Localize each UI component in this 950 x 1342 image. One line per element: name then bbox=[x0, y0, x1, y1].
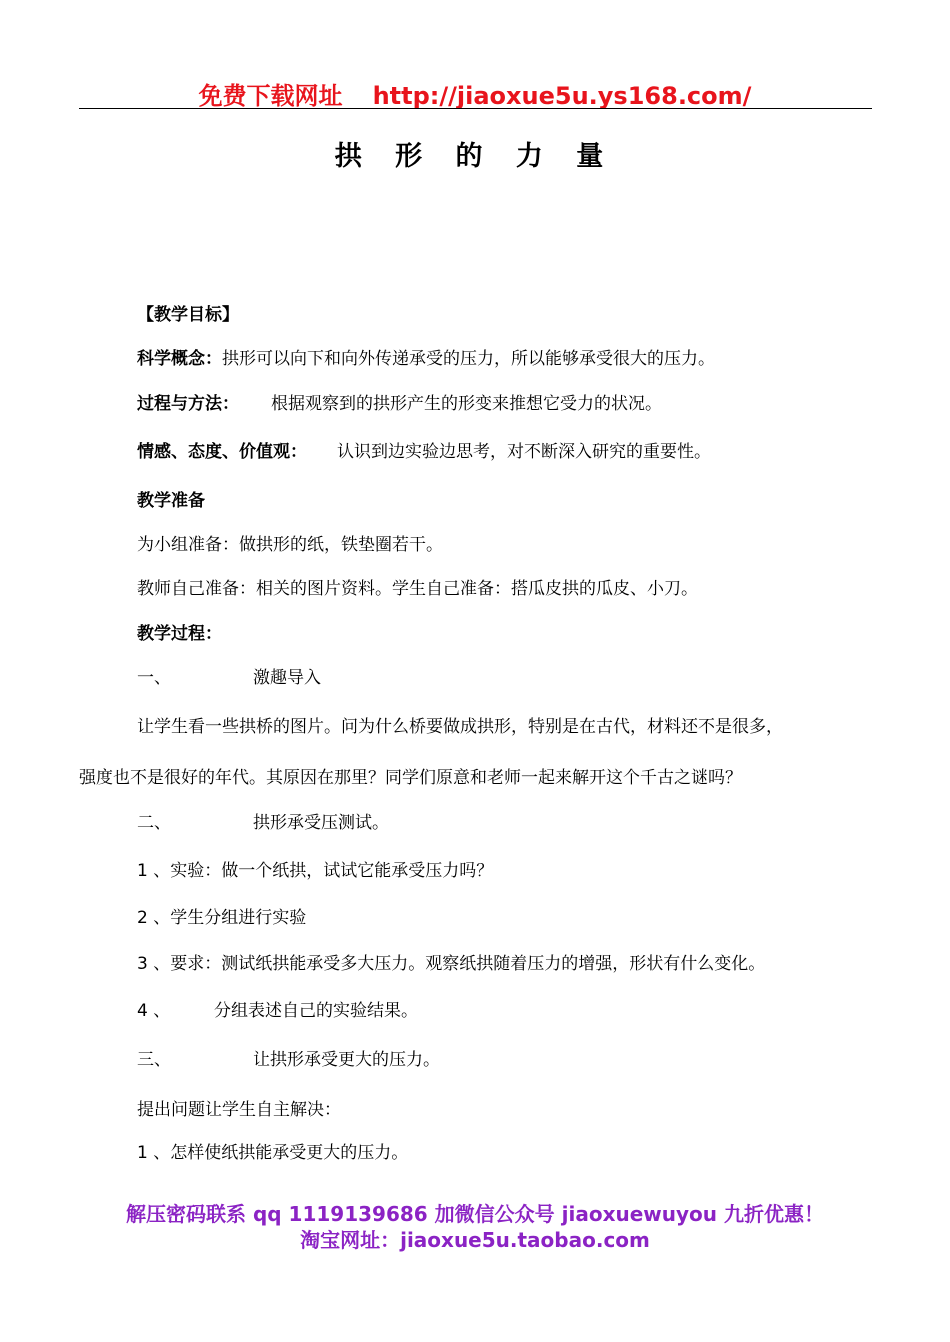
list-item-num: 2 bbox=[137, 908, 148, 928]
list-item bbox=[137, 996, 170, 1021]
process-heading: 教学过程： bbox=[137, 624, 222, 644]
step1-para-line1: 让学生看一些拱桥的图片。问为什么桥要做成拱形，特别是在古代，材料还不是很多， bbox=[137, 717, 783, 737]
method-line bbox=[137, 389, 662, 414]
header-rule bbox=[79, 108, 872, 109]
prep-group: 为小组准备：做拱形的纸，铁垫圈若干。 bbox=[137, 535, 443, 555]
header-url-link[interactable]: http://jiaoxue5u.ys168.com/ bbox=[372, 82, 752, 110]
list-item-text: 、 bbox=[153, 1001, 171, 1021]
concept-text: 拱形可以向下和向外传递承受的压力，所以能够承受很大的压力。 bbox=[222, 349, 715, 369]
step1-title: 激趣导入 bbox=[253, 668, 321, 688]
footer-contact: 解压密码联系 qq 1119139686 加微信公众号 jiaoxuewuyou 九折优惠！ bbox=[126, 1202, 824, 1226]
prep-teacher: 教师自己准备：相关的图片资料。学生自己准备：搭瓜皮拱的瓜皮、小刀。 bbox=[137, 579, 698, 599]
step3-intro: 提出问题让学生自主解决： bbox=[137, 1100, 341, 1120]
method-text: 根据观察到的拱形产生的形变来推想它受力的状况。 bbox=[271, 394, 662, 414]
list-item-num: 1 bbox=[137, 861, 148, 881]
step3-title: 让拱形承受更大的压力。 bbox=[253, 1050, 440, 1070]
step1-num: 一、 bbox=[137, 668, 171, 688]
list-item-text: 、实验：做一个纸拱，试试它能承受压力吗？ bbox=[153, 861, 494, 881]
list-item-num: 4 bbox=[137, 1001, 148, 1021]
step2-title: 拱形承受压测试。 bbox=[253, 813, 389, 833]
list-item bbox=[137, 1138, 408, 1163]
goals-heading: 【教学目标】 bbox=[137, 305, 239, 325]
concept-line bbox=[137, 344, 715, 369]
attitude-line bbox=[137, 437, 711, 462]
list-item bbox=[137, 856, 493, 881]
page-title: 拱 形 的 力 量 bbox=[334, 141, 616, 172]
concept-label: 科学概念： bbox=[137, 349, 222, 369]
header-banner bbox=[0, 76, 950, 111]
list-item-num: 3 bbox=[137, 954, 148, 974]
header-label: 免费下载网址 bbox=[198, 82, 343, 110]
attitude-label: 情感、态度、价值观： bbox=[137, 442, 307, 462]
step2-num: 二、 bbox=[137, 813, 171, 833]
list-item-text: 、怎样使纸拱能承受更大的压力。 bbox=[153, 1143, 409, 1163]
item4-text: 分组表述自己的实验结果。 bbox=[214, 1001, 418, 1021]
step1-para-line2: 强度也不是很好的年代。其原因在那里？同学们原意和老师一起来解开这个千古之谜吗？ bbox=[79, 768, 742, 788]
list-item-text: 、要求：测试纸拱能承受多大压力。观察纸拱随着压力的增强，形状有什么变化。 bbox=[153, 954, 766, 974]
list-item-text: 、学生分组进行实验 bbox=[153, 908, 307, 928]
prep-heading: 教学准备 bbox=[137, 491, 205, 511]
list-item-num: 1 bbox=[137, 1143, 148, 1163]
list-item bbox=[137, 949, 765, 974]
list-item bbox=[137, 903, 306, 928]
method-label: 过程与方法： bbox=[137, 394, 239, 414]
step3-num: 三、 bbox=[137, 1050, 171, 1070]
footer-shop-link[interactable]: 淘宝网址：jiaoxue5u.taobao.com bbox=[300, 1228, 650, 1252]
step1-line bbox=[137, 663, 171, 688]
attitude-text: 认识到边实验边思考，对不断深入研究的重要性。 bbox=[337, 442, 711, 462]
